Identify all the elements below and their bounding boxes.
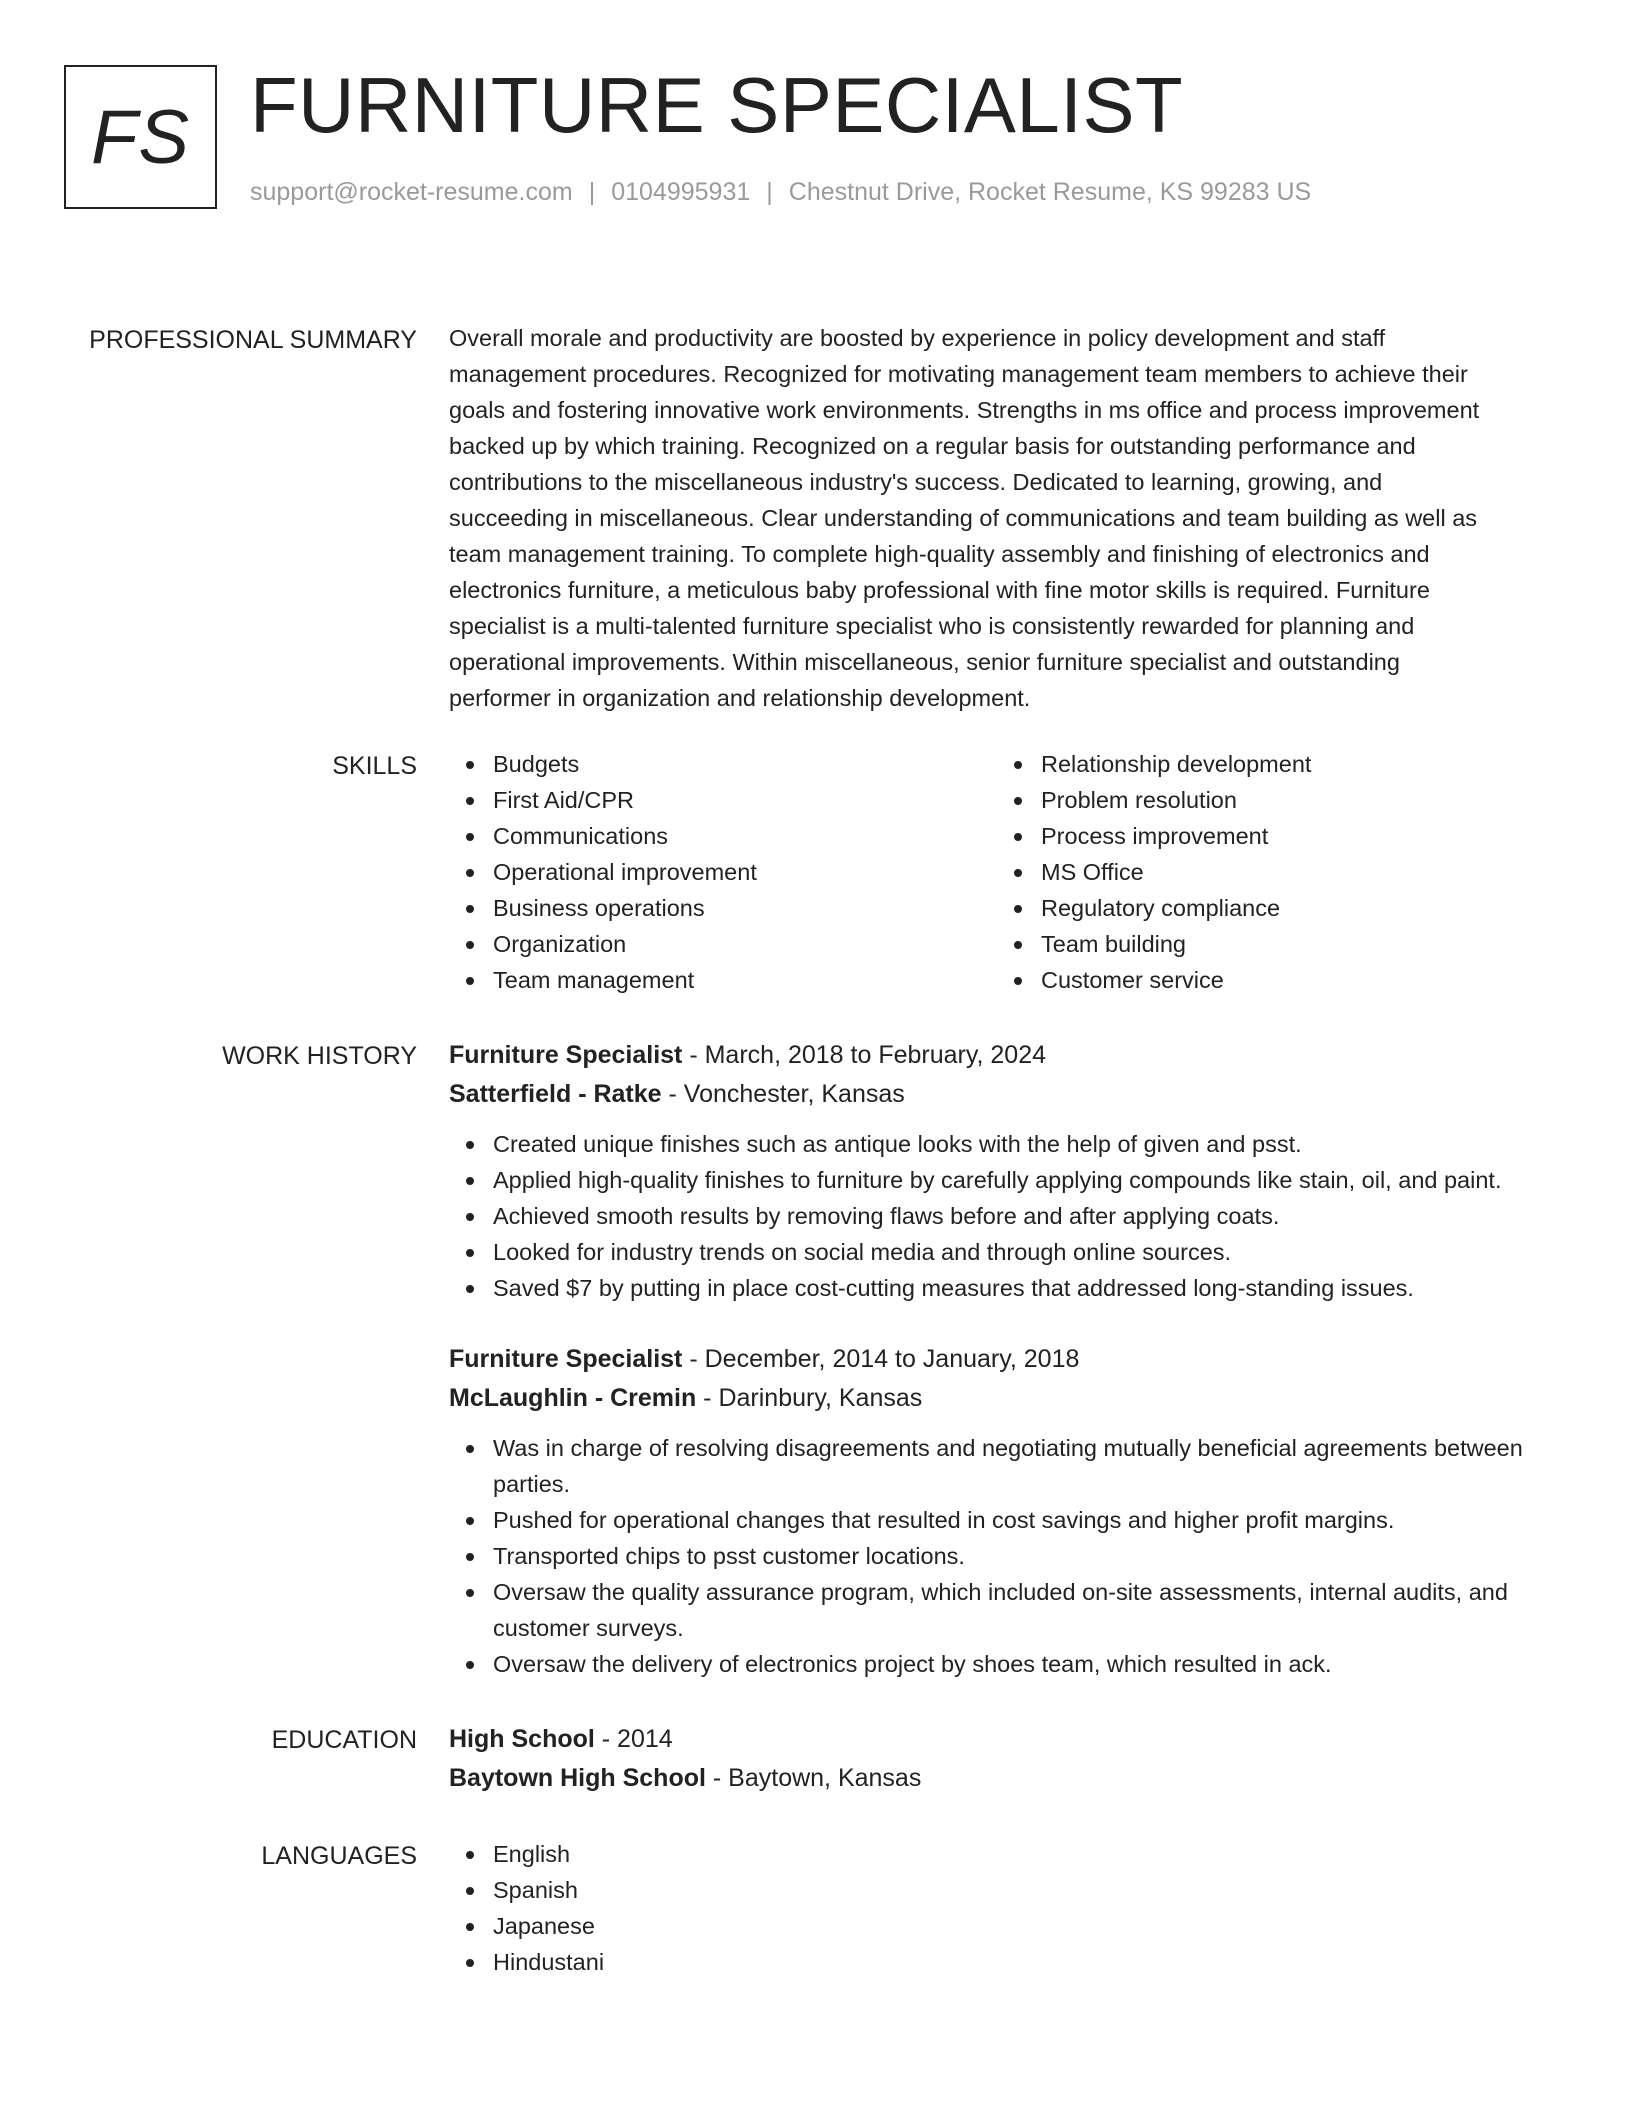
contact-separator: | [588,178,596,206]
skill-item: Relationship development [997,746,1545,782]
skill-item: Customer service [997,962,1545,998]
job-company: McLaughlin - Cremin [449,1384,697,1412]
summary-line: goals and fostering innovative work environments. Strengths in ms office and process improvement [449,397,1480,423]
languages-body [449,1836,1568,1980]
language-item: English [449,1836,1568,1872]
monogram-initials: FS [90,94,191,180]
job-bullet: Applied high-quality finishes to furniture by carefully applying compounds like stain, oil, and paint. [449,1162,1568,1198]
job-bullet: Looked for industry trends on social media and through online sources. [449,1234,1568,1270]
skill-item: Communications [449,818,997,854]
section-title: PROFESSIONAL SUMMARY [89,326,417,354]
header-text [250,61,1312,207]
summary-line: electronics furniture, a meticulous baby professional with fine motor skills is required. Furniture [449,577,1430,603]
section-title: EDUCATION [271,1726,417,1754]
job-bullet: Saved $7 by putting in place cost-cutting measures that addressed long-standing issues. [449,1270,1568,1306]
summary-line: Overall morale and productivity are boosted by experience in policy development and staff [449,325,1386,351]
skill-item: Team management [449,962,997,998]
section-languages [64,1836,1568,1980]
job-bullet: Oversaw the delivery of electronics project by shoes team, which resulted in ack. [449,1646,1568,1682]
skill-item: Business operations [449,890,997,926]
job-entry [449,1036,1568,1306]
summary-line: backed up by which training. Recognized on a regular basis for outstanding performance and [449,433,1416,459]
skills-grid [449,746,1568,998]
language-item: Spanish [449,1872,1568,1908]
contact-email: support@rocket-resume.com [250,178,573,206]
job-role: Furniture Specialist [449,1041,683,1069]
resume-sections [64,320,1568,1980]
education-location: - Baytown, Kansas [705,1764,922,1792]
section-skills [64,746,1568,998]
job-bullet: Oversaw the quality assurance program, which included on-site assessments, internal audits, and customer surveys. [449,1574,1568,1646]
job-title-line [449,1036,1568,1075]
job-company-line [449,1075,1568,1114]
section-title: LANGUAGES [261,1842,417,1870]
language-item: Hindustani [449,1944,1568,1980]
skills-body [449,746,1568,998]
skills-list-left [449,746,997,998]
job-location: - Darinbury, Kansas [696,1384,923,1412]
job-dates: - March, 2018 to February, 2024 [682,1041,1047,1069]
summary-text [449,320,1568,716]
skill-item: First Aid/CPR [449,782,997,818]
monogram-badge [64,65,217,209]
skill-item: Team building [997,926,1545,962]
languages-list [449,1836,1568,1980]
education-school-line [449,1759,1568,1798]
language-item: Japanese [449,1908,1568,1944]
work-history-body [449,1036,1568,1682]
education-degree: High School [449,1725,595,1753]
job-company-line [449,1379,1568,1418]
contact-phone: 0104995931 [611,178,751,206]
education-school: Baytown High School [449,1764,706,1792]
section-education [64,1720,1568,1798]
summary-line: specialist is a multi-talented furniture specialist who is consistently rewarded for planning and [449,613,1415,639]
job-bullet: Achieved smooth results by removing flaws before and after applying coats. [449,1198,1568,1234]
contact-separator: | [766,178,773,206]
job-location: - Vonchester, Kansas [661,1080,905,1108]
education-body [449,1720,1568,1798]
summary-line: succeeding in miscellaneous. Clear understanding of communications and team building as well as [449,505,1478,531]
resume-header [64,61,1568,210]
skill-item: Budgets [449,746,997,782]
skill-item: Process improvement [997,818,1545,854]
summary-line: operational improvements. Within miscellaneous, senior furniture specialist and outstanding [449,649,1400,675]
job-dates: - December, 2014 to January, 2018 [682,1345,1080,1373]
skills-list-right [997,746,1545,998]
job-role: Furniture Specialist [449,1345,683,1373]
skill-item: Problem resolution [997,782,1545,818]
skill-item: Regulatory compliance [997,890,1545,926]
summary-line: team management training. To complete high-quality assembly and finishing of electronics and [449,541,1430,567]
education-year: - 2014 [594,1725,673,1753]
job-bullets [449,1430,1568,1682]
section-work-history [64,1036,1568,1682]
job-company: Satterfield - Ratke [449,1080,662,1108]
section-title: SKILLS [332,752,417,780]
candidate-name: FURNITURE SPECIALIST [250,61,1184,149]
job-bullets [449,1126,1568,1306]
job-bullet: Transported chips to psst customer locations. [449,1538,1568,1574]
skill-item: Organization [449,926,997,962]
job-bullet: Was in charge of resolving disagreements and negotiating mutually beneficial agreements between parties. [449,1430,1568,1502]
section-title: WORK HISTORY [222,1042,417,1070]
section-professional-summary [64,320,1568,716]
job-title-line [449,1340,1568,1379]
summary-line: performer in organization and relationship development. [449,685,1031,711]
job-bullet: Created unique finishes such as antique looks with the help of given and psst. [449,1126,1568,1162]
job-bullet: Pushed for operational changes that resulted in cost savings and higher profit margins. [449,1502,1568,1538]
job-entry [449,1340,1568,1682]
skill-item: Operational improvement [449,854,997,890]
summary-line: contributions to the miscellaneous industry's success. Dedicated to learning, growing, and [449,469,1383,495]
skill-item: MS Office [997,854,1545,890]
summary-line: management procedures. Recognized for motivating management team members to achieve their [449,361,1468,387]
contact-address: Chestnut Drive, Rocket Resume, KS 99283 US [788,178,1312,206]
contact-line [250,177,1311,207]
education-degree-line [449,1720,1568,1759]
